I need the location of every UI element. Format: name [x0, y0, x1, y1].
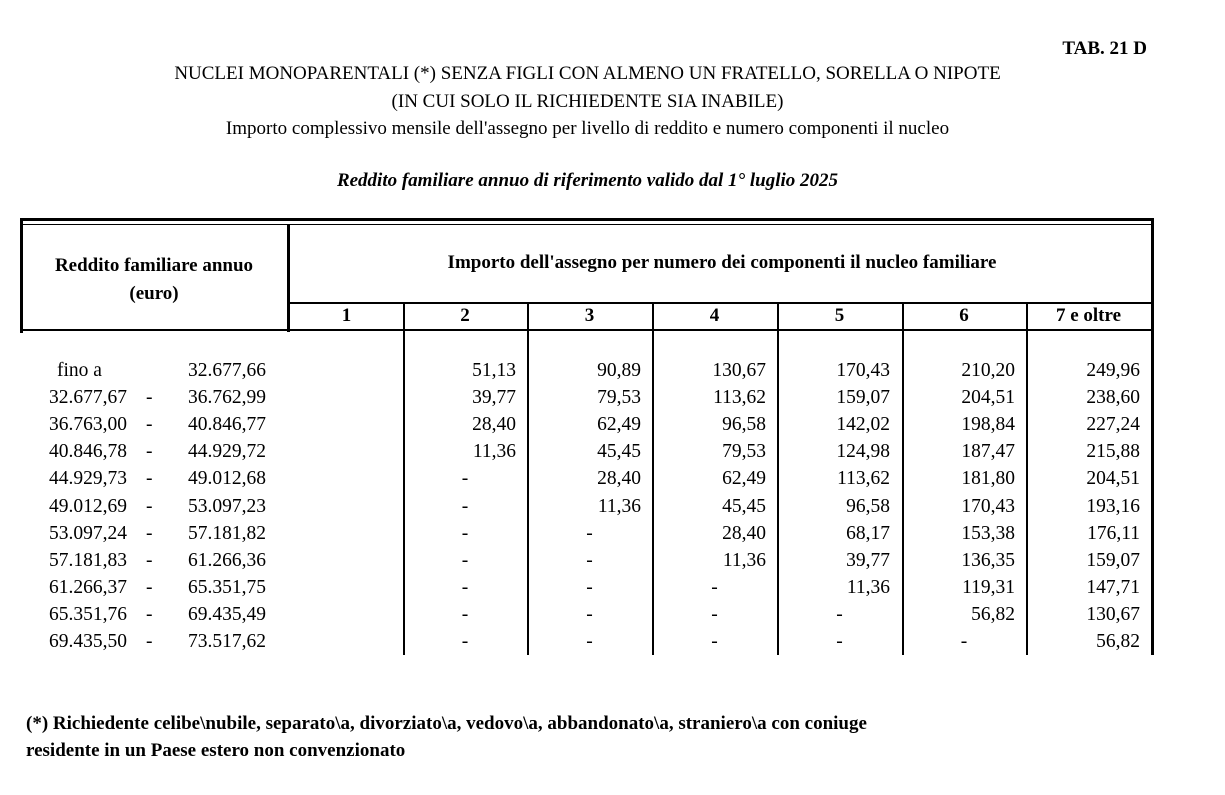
allowance-table	[20, 218, 1154, 655]
table-row	[20, 357, 1154, 384]
header-bottom-border	[20, 329, 1154, 331]
amount-cell: 193,16	[1086, 495, 1140, 517]
income-to: 40.846,77	[188, 414, 266, 436]
income-from: 69.435,50	[49, 631, 127, 652]
column-divider	[403, 303, 405, 655]
income-header-line1: Reddito familiare annuo	[54, 255, 254, 276]
amount-cell: 113,62	[713, 387, 766, 409]
income-to: 65.351,75	[188, 576, 266, 598]
amount-cell: 45,45	[597, 441, 641, 463]
income-separator: -	[146, 549, 153, 571]
income-from: fino a	[57, 360, 102, 381]
amount-cell: 28,40	[597, 468, 641, 490]
amount-cell: 238,60	[1086, 387, 1140, 409]
income-to: 69.435,49	[188, 603, 266, 625]
table-row	[20, 628, 1154, 655]
income-separator: -	[146, 603, 153, 625]
table-row	[20, 601, 1154, 628]
income-separator: -	[146, 495, 153, 517]
amount-cell: 11,36	[722, 549, 766, 571]
amount-cell: 181,80	[961, 468, 1015, 490]
income-separator: -	[146, 468, 153, 490]
column-header: 2	[460, 305, 470, 326]
table-row	[20, 520, 1154, 547]
income-separator: -	[146, 441, 153, 463]
amount-cell: 62,49	[597, 414, 641, 436]
amount-cell: 159,07	[836, 387, 890, 409]
amount-cell: -	[586, 603, 593, 625]
table-row	[20, 493, 1154, 520]
footnote	[26, 710, 1026, 764]
income-from: 61.266,37	[49, 576, 127, 598]
amount-cell: 11,36	[846, 576, 890, 598]
income-to: 61.266,36	[188, 549, 266, 571]
income-to: 53.097,23	[188, 495, 266, 517]
income-from: 53.097,24	[49, 522, 127, 544]
amount-cell: -	[836, 603, 843, 625]
amount-cell: -	[461, 576, 469, 598]
amount-cell: 215,88	[1086, 441, 1140, 463]
income-separator: -	[146, 576, 153, 598]
amount-cell: 90,89	[597, 360, 641, 381]
income-to: 57.181,82	[188, 522, 266, 544]
amount-cell: -	[461, 522, 469, 544]
amount-cell: 170,43	[961, 495, 1015, 517]
table-top-border	[20, 218, 1154, 221]
amount-cell: -	[461, 549, 469, 571]
amount-cell: 96,58	[846, 495, 890, 517]
amount-cell: 39,77	[846, 549, 890, 571]
amount-cell: 113,62	[837, 468, 890, 490]
amount-cell: 142,02	[836, 414, 890, 436]
amount-cell: 147,71	[1086, 576, 1140, 598]
column-header: 5	[834, 305, 845, 326]
table-row	[20, 411, 1154, 438]
amount-cell: 39,77	[472, 387, 516, 409]
income-to: 49.012,68	[188, 468, 266, 490]
amount-cell: 204,51	[961, 387, 1015, 409]
income-separator: -	[146, 631, 153, 652]
income-from: 65.351,76	[49, 603, 127, 625]
amount-cell: 204,51	[1086, 468, 1140, 490]
amount-cell: -	[461, 468, 469, 490]
subtitle: Importo complessivo mensile dell'assegno per livello di reddito e numero componenti il nucleo	[225, 118, 950, 139]
amount-cell: -	[461, 631, 469, 652]
amount-cell: 119,31	[962, 576, 1015, 598]
income-separator: -	[146, 522, 153, 544]
amount-cell: -	[586, 549, 593, 571]
table-row	[20, 384, 1154, 411]
column-divider	[1026, 303, 1028, 655]
amount-cell: 176,11	[1087, 522, 1140, 544]
amount-cell: 153,38	[961, 522, 1015, 544]
income-from: 40.846,78	[49, 441, 127, 463]
column-divider	[777, 303, 779, 655]
table-row	[20, 574, 1154, 601]
footnote-line1: (*) Richiedente celibe\nubile, separato\a, divorziato\a, vedovo\a, abbandonato\a, straniero\a con coniuge	[26, 713, 867, 734]
income-header-line2: (euro)	[129, 283, 179, 304]
amount-cell: 170,43	[836, 360, 890, 381]
title-line-1: NUCLEI MONOPARENTALI (*) SENZA FIGLI CON ALMENO UN FRATELLO, SORELLA O NIPOTE	[174, 63, 1001, 84]
column-header: 1	[341, 305, 352, 326]
amount-cell: 159,07	[1086, 549, 1140, 571]
amount-cell: 28,40	[722, 522, 766, 544]
income-from: 36.763,00	[49, 414, 127, 436]
table-row	[20, 547, 1154, 574]
amount-header: Importo dell'assegno per numero dei componenti il nucleo familiare	[447, 252, 997, 273]
amount-cell: 130,67	[1086, 603, 1140, 625]
amount-cell: 124,98	[836, 441, 890, 463]
amount-cell: 62,49	[722, 468, 766, 490]
reference-period: Reddito familiare annuo di riferimento valido dal 1° luglio 2025	[336, 170, 839, 191]
income-from: 57.181,83	[49, 549, 127, 571]
amount-cell: -	[960, 631, 968, 652]
income-separator: -	[146, 387, 153, 409]
amount-cell: -	[836, 631, 843, 652]
amount-cell: -	[711, 603, 718, 625]
amount-cell: 11,36	[472, 441, 516, 463]
amount-cell: -	[586, 576, 593, 598]
amount-cell: 79,53	[722, 441, 766, 463]
amount-cell: 130,67	[712, 360, 766, 381]
amount-cell: -	[711, 631, 718, 652]
amount-cell: 51,13	[472, 360, 516, 381]
table-row	[20, 438, 1154, 465]
income-to: 73.517,62	[188, 631, 266, 652]
table-row	[20, 465, 1154, 492]
column-header: 7 e oltre	[1055, 305, 1122, 326]
amount-cell: 198,84	[961, 414, 1015, 436]
amount-cell: 210,20	[961, 360, 1015, 381]
column-header: 3	[584, 305, 595, 326]
income-to: 44.929,72	[188, 441, 266, 463]
income-from: 44.929,73	[49, 468, 127, 490]
amount-cell: 56,82	[971, 603, 1015, 625]
amount-cell: 79,53	[597, 387, 641, 409]
amount-cell: -	[711, 576, 718, 598]
income-from: 49.012,69	[49, 495, 127, 517]
amount-cell: 11,36	[597, 495, 641, 517]
income-separator: -	[146, 414, 153, 436]
table-top-border-inner	[20, 224, 1154, 225]
amount-cell: -	[586, 522, 593, 544]
amount-cell: 45,45	[722, 495, 766, 517]
amount-cell: 227,24	[1086, 414, 1140, 436]
income-header	[20, 252, 288, 308]
subheader-divider	[290, 302, 1154, 304]
income-from: 32.677,67	[49, 387, 127, 409]
income-to: 32.677,66	[188, 360, 266, 381]
amount-cell: 96,58	[722, 414, 766, 436]
table-code: TAB. 21 D	[1062, 38, 1147, 59]
amount-cell: 68,17	[846, 522, 890, 544]
amount-cell: 56,82	[1096, 631, 1140, 652]
footnote-line2: residente in un Paese estero non convenzionato	[26, 740, 406, 761]
column-divider	[527, 303, 529, 655]
income-to: 36.762,99	[188, 387, 266, 409]
column-divider	[902, 303, 904, 655]
title-line-2: (IN CUI SOLO IL RICHIEDENTE SIA INABILE)	[391, 91, 784, 112]
amount-cell: -	[586, 631, 593, 652]
column-header: 6	[959, 305, 969, 326]
amount-cell: 249,96	[1086, 360, 1140, 381]
column-header: 4	[709, 305, 720, 326]
amount-cell: 187,47	[961, 441, 1015, 463]
amount-cell: 28,40	[472, 414, 516, 436]
column-divider	[652, 303, 654, 655]
amount-cell: -	[461, 495, 469, 517]
amount-cell: -	[461, 603, 469, 625]
amount-cell: 136,35	[961, 549, 1015, 571]
